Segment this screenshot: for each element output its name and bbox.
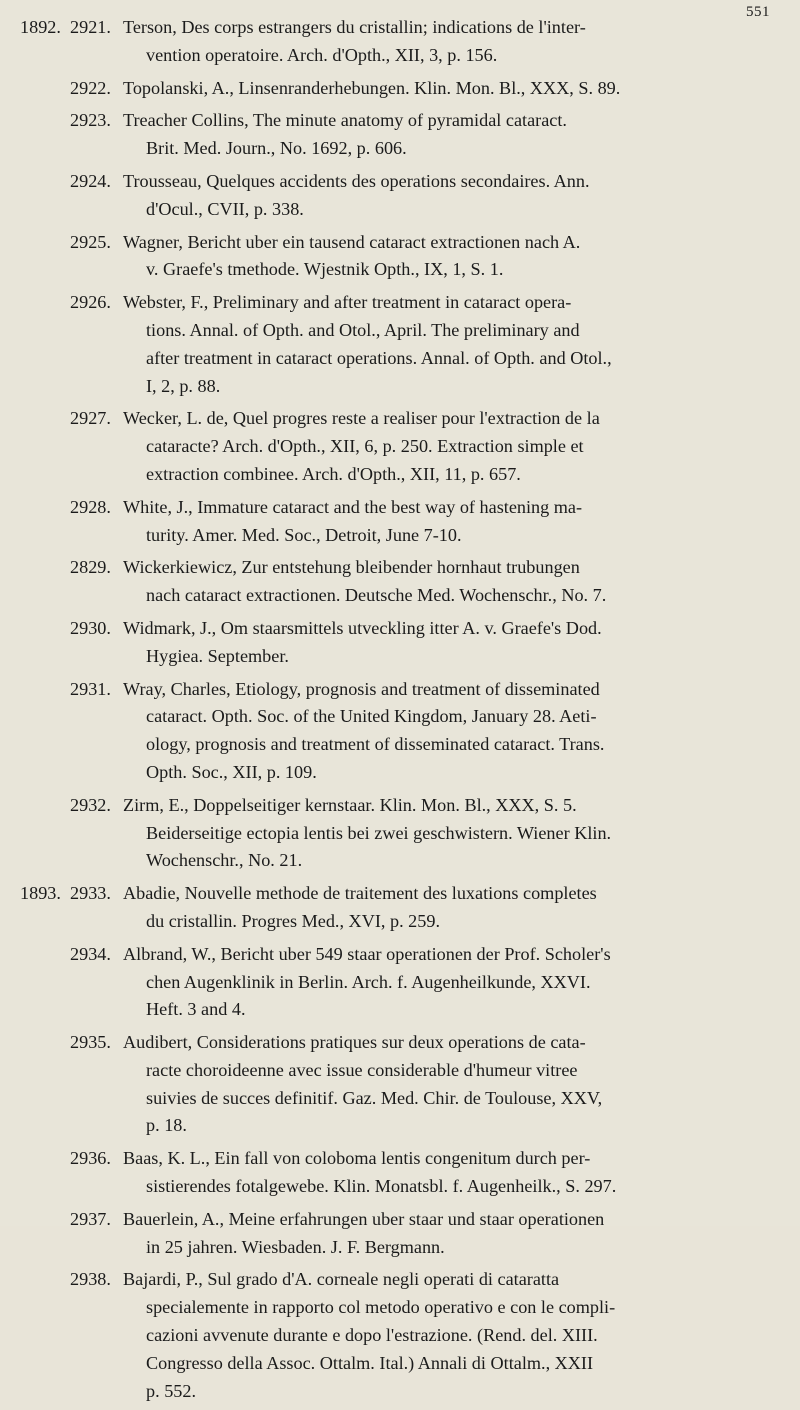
entry-year (20, 494, 70, 550)
entry-year: 1892. (20, 17, 61, 37)
entry-citation: Topolanski, A., Linsenranderhebungen. Klin. Mon. Bl., XXX, S. 89. (123, 77, 621, 98)
entry-number: 2938. (70, 1269, 111, 1290)
entry-number: 2924. (70, 170, 111, 191)
entry-citation: Wray, Charles, Etiology, prognosis and treatment of disseminated cataract. Opth. Soc. of the United Kingdom, January 28. Aeti- ology, prognosis and treatment of disseminated cataract. Trans. Opth. Soc., XII, p. 109. (123, 678, 605, 782)
entry-citation: Bajardi, P., Sul grado d'A. corneale negli operati di cataratta specialemente in rapporto col metodo operativo e con le compli- cazioni avvenute durante e dopo l'estrazione. (Rend. del. XIII. Congresso della Assoc. Ottalm. Ital.) Annali di Ottalm., XXII p. 552. (123, 1269, 616, 1401)
bibliography-entry (20, 14, 790, 70)
entry-year (20, 289, 70, 400)
entry-citation: Trousseau, Quelques accidents des operations secondaires. Ann. d'Ocul., CVII, p. 338. (123, 170, 590, 219)
bibliography-entry (20, 676, 790, 787)
entry-year (20, 107, 70, 163)
entry-number: 2927. (70, 408, 111, 429)
entry-citation: Zirm, E., Doppelseitiger kernstaar. Klin. Mon. Bl., XXX, S. 5. Beiderseitige ectopia lentis bei zwei geschwistern. Wiener Klin. Wochenschr., No. 21. (123, 794, 612, 871)
entry-number: 2923. (70, 110, 111, 131)
bibliography-entry (20, 289, 790, 400)
bibliography-list (20, 14, 790, 1410)
bibliography-entry (20, 405, 790, 488)
entry-year (20, 1029, 70, 1140)
entry-year (20, 615, 70, 671)
entry-year (20, 75, 70, 103)
page-number: 551 (746, 4, 770, 20)
bibliography-entry (20, 75, 790, 103)
entry-number: 2933. (70, 883, 111, 904)
bibliography-entry (20, 494, 790, 550)
bibliography-entry (20, 107, 790, 163)
entry-number: 2926. (70, 292, 111, 313)
bibliography-entry (20, 1145, 790, 1201)
entry-year (20, 676, 70, 787)
entry-number: 2930. (70, 617, 111, 638)
entry-number: 2928. (70, 496, 111, 517)
entry-citation: Bauerlein, A., Meine erfahrungen uber staar und staar operationen in 25 jahren. Wiesbaden. J. F. Bergmann. (123, 1208, 605, 1257)
entry-year (20, 792, 70, 875)
entry-citation: Treacher Collins, The minute anatomy of pyramidal cataract. Brit. Med. Journ., No. 1692, p. 606. (123, 110, 567, 159)
bibliography-entry (20, 554, 790, 610)
entry-number: 2922. (70, 77, 111, 98)
entry-year (20, 229, 70, 285)
entry-year (20, 554, 70, 610)
bibliography-entry (20, 615, 790, 671)
bibliography-entry (20, 941, 790, 1024)
entry-year (20, 1266, 70, 1405)
entry-citation: Webster, F., Preliminary and after treatment in cataract opera- tions. Annal. of Opth. and Otol., April. The preliminary and after treatment in cataract operations. Annal. of Opth. and Otol., I, 2, p. 88. (123, 292, 612, 396)
entry-citation: Albrand, W., Bericht uber 549 staar operationen der Prof. Scholer's chen Augenklinik in Berlin. Arch. f. Augenheilkunde, XXVI. Heft. 3 and 4. (123, 943, 611, 1020)
entry-year (20, 1206, 70, 1262)
entry-year (20, 168, 70, 224)
entry-number: 2935. (70, 1032, 111, 1053)
entry-number: 2921. (70, 17, 111, 37)
entry-citation: Audibert, Considerations pratiques sur deux operations de cata- racte choroideenne avec issue considerable d'humeur vitree suivies de succes definitif. Gaz. Med. Chir. de Toulouse, XXV, p. 18. (123, 1032, 603, 1136)
bibliography-entry (20, 880, 790, 936)
entry-number: 2936. (70, 1148, 111, 1169)
bibliography-entry (20, 792, 790, 875)
entry-year (20, 941, 70, 1024)
entry-year (20, 405, 70, 488)
entry-citation: Abadie, Nouvelle methode de traitement des luxations completes du cristallin. Progres Med., XVI, p. 259. (123, 883, 597, 931)
entry-number: 2932. (70, 794, 111, 815)
entry-number: 2925. (70, 231, 111, 252)
entry-citation: Widmark, J., Om staarsmittels utveckling itter A. v. Graefe's Dod. Hygiea. September. (123, 617, 602, 666)
entry-citation: White, J., Immature cataract and the best way of hastening ma- turity. Amer. Med. Soc., Detroit, June 7-10. (123, 496, 583, 545)
entry-year (20, 1145, 70, 1201)
entry-citation: Terson, Des corps estrangers du cristallin; indications de l'inter- vention operatoire. Arch. d'Opth., XII, 3, p. 156. (123, 17, 586, 65)
entry-citation: Wecker, L. de, Quel progres reste a realiser pour l'extraction de la cataracte? Arch. d'Opth., XII, 6, p. 250. Extraction simple et extraction combinee. Arch. d'Opth., XII, 11, p. 657. (123, 408, 600, 484)
entry-number: 2934. (70, 943, 111, 964)
entry-year: 1893. (20, 883, 61, 904)
bibliography-entry (20, 1206, 790, 1262)
bibliography-entry (20, 1029, 790, 1140)
entry-citation: Wagner, Bericht uber ein tausend cataract extractionen nach A. v. Graefe's tmethode. Wjestnik Opth., IX, 1, S. 1. (123, 231, 581, 280)
entry-number: 2829. (70, 557, 111, 578)
entry-citation: Wickerkiewicz, Zur entstehung bleibender hornhaut trubungen nach cataract extractionen. Deutsche Med. Wochenschr., No. 7. (123, 557, 607, 606)
entry-citation: Baas, K. L., Ein fall von coloboma lentis congenitum durch per- sistierendes fotalgewebe. Klin. Monatsbl. f. Augenheilk., S. 297. (123, 1148, 617, 1197)
entry-number: 2931. (70, 678, 111, 699)
bibliography-entry (20, 229, 790, 285)
bibliography-entry (20, 1266, 790, 1405)
bibliography-entry (20, 168, 790, 224)
entry-number: 2937. (70, 1208, 111, 1229)
